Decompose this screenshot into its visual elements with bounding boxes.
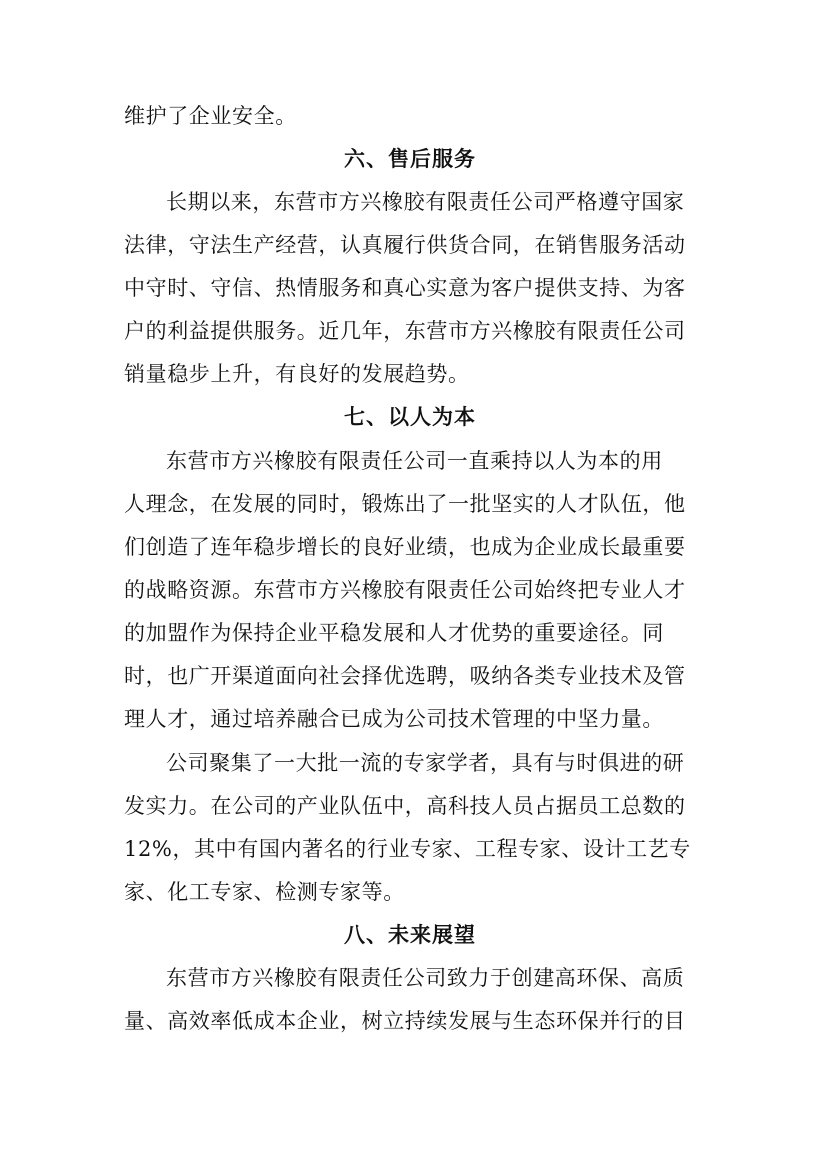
paragraph-line: 的战略资源。东营市方兴橡胶有限责任公司始终把专业人才 — [124, 578, 686, 602]
paragraph-line: 发实力。在公司的产业队伍中，高科技人员占据员工总数的 — [124, 794, 686, 818]
paragraph-line: 东营市方兴橡胶有限责任公司致力于创建高环保、高质 — [166, 966, 685, 990]
paragraph-line: 法律，守法生产经营，认真履行供货合同，在销售服务活动 — [124, 233, 686, 257]
paragraph-line: 户的利益提供服务。近几年，东营市方兴橡胶有限责任公司 — [124, 319, 686, 343]
paragraph-line: 们创造了连年稳步增长的良好业绩，也成为企业成长最重要 — [124, 535, 686, 559]
paragraph-line: 的加盟作为保持企业平稳发展和人才优势的重要途径。同 — [124, 621, 664, 645]
paragraph-line: 人理念，在发展的同时，锻炼出了一批坚实的人才队伍，他 — [124, 492, 686, 516]
paragraph-line: 中守时、守信、热情服务和真心实意为客户提供支持、为客 — [124, 276, 686, 300]
paragraph-line: 销量稳步上升，有良好的发展趋势。 — [124, 362, 470, 386]
paragraph-line: 公司聚集了一大批一流的专家学者，具有与时俱进的研 — [166, 751, 685, 775]
section-heading-after-sales: 六、售后服务 — [344, 146, 476, 171]
paragraph-line: 12%，其中有国内著名的行业专家、工程专家、设计工艺专 — [124, 837, 691, 861]
paragraph-line: 量、高效率低成本企业，树立持续发展与生态环保并行的目 — [124, 1009, 686, 1033]
section-heading-people-oriented: 七、以人为本 — [344, 404, 476, 429]
paragraph-line: 理人才，通过培养融合已成为公司技术管理的中坚力量。 — [124, 707, 664, 731]
paragraph-line: 家、化工专家、检测专家等。 — [124, 880, 405, 904]
paragraph-line: 维护了企业安全。 — [124, 104, 297, 128]
paragraph-line: 长期以来，东营市方兴橡胶有限责任公司严格遵守国家 — [166, 190, 685, 214]
paragraph-line: 东营市方兴橡胶有限责任公司一直乘持以人为本的用 — [166, 449, 663, 473]
section-heading-future-outlook: 八、未来展望 — [344, 922, 476, 947]
paragraph-line: 时，也广开渠道面向社会择优选聘，吸纳各类专业技术及管 — [124, 664, 686, 688]
